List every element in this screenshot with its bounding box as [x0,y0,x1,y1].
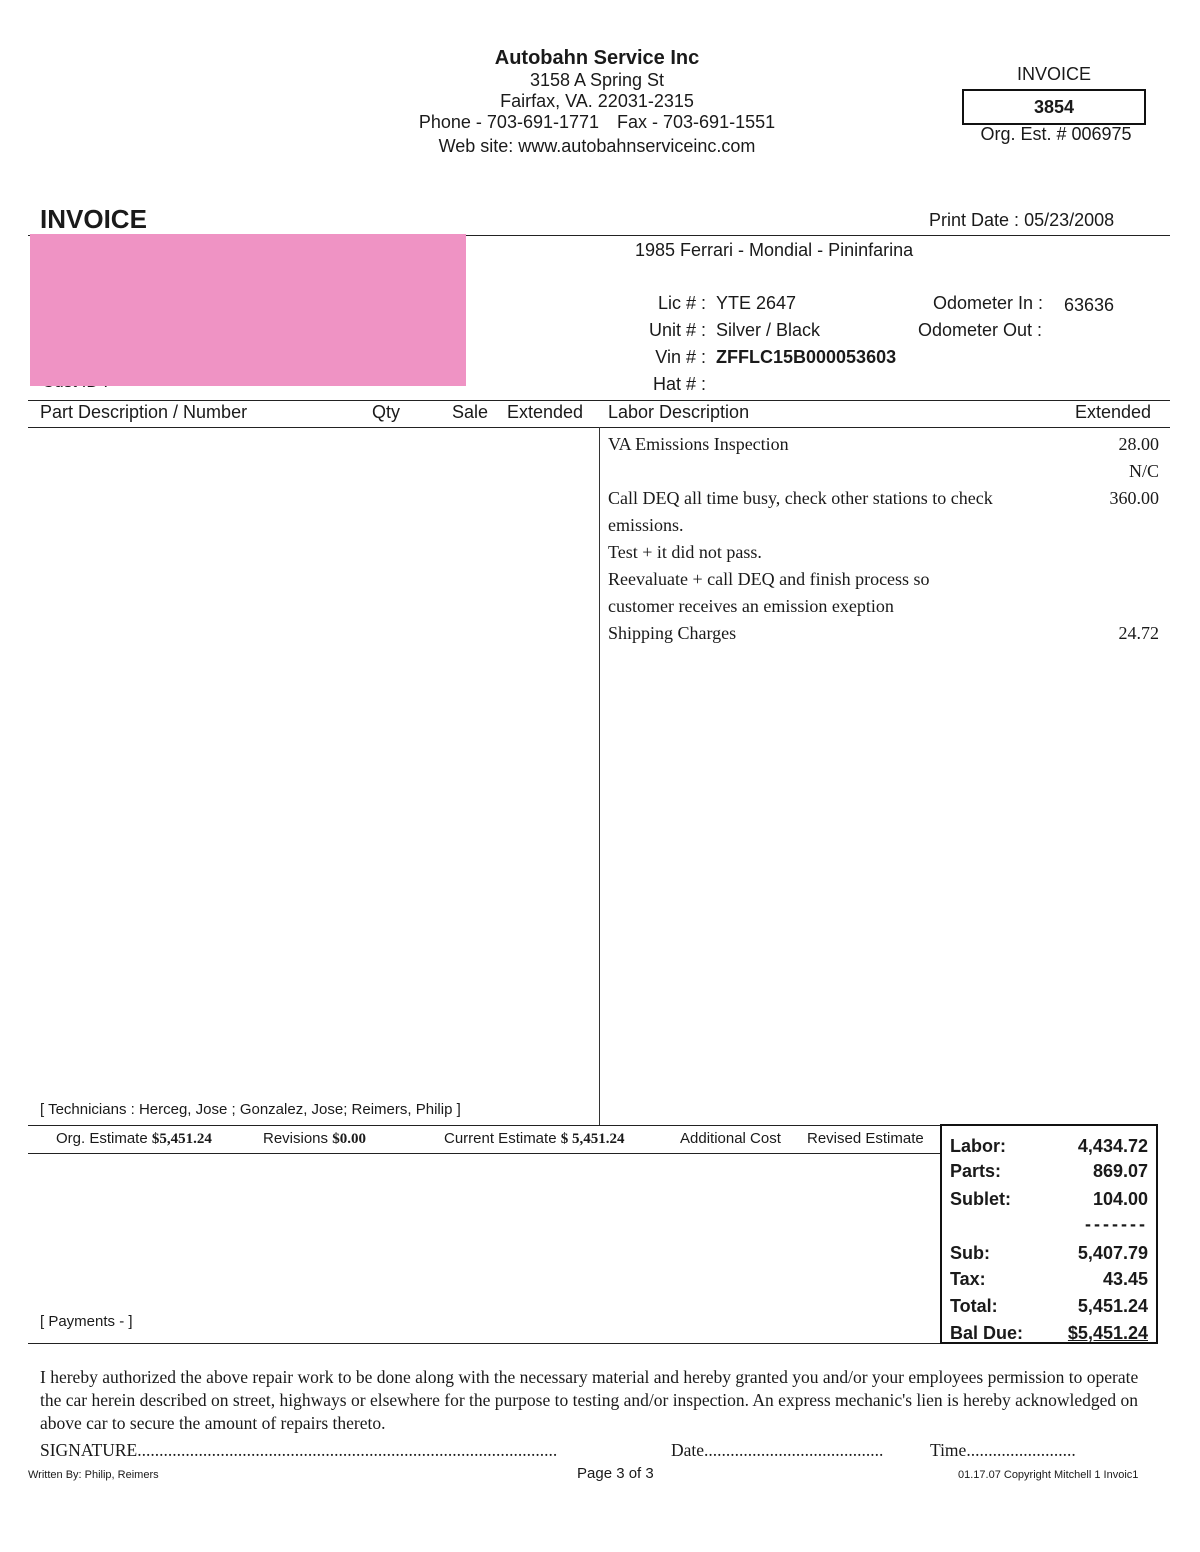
labor-amount: 24.72 [1118,623,1159,643]
labor-line: Test + it did not pass. [608,542,762,562]
estimate-top-divider [28,1125,940,1126]
labor-amounts [1039,431,1159,647]
labor-line: emissions. [608,515,684,535]
company-fax: Fax - 703-691-1551 [617,112,776,132]
parts-total-label: Parts: [950,1161,1002,1181]
labor-list [608,431,1078,647]
odometer-in-value: 63636 [1064,295,1115,315]
labor-amount [1039,566,1159,593]
lic-value: YTE 2647 [716,293,797,313]
hat-label: Hat # : [652,374,706,394]
parts-total-value: 869.07 [1092,1161,1148,1181]
current-estimate-value: $ 5,451.24 [560,1131,625,1147]
labor-total-label: Labor: [950,1136,1006,1156]
labor-amount [1039,593,1159,620]
written-by: Written By: Philip, Reimers [28,1469,159,1481]
payments: [ Payments - ] [40,1313,133,1330]
vehicle-description: 1985 Ferrari - Mondial - Pininfarina [635,240,914,260]
org-estimate-number: Org. Est. # 006975 [980,124,1132,144]
header-extended: Extended [507,402,584,422]
print-date-value: 05/23/2008 [1024,210,1115,230]
odometer-in-label: Odometer In : [933,293,1044,313]
payments-divider [28,1343,940,1344]
org-estimate-label: Org. Estimate [56,1130,148,1147]
labor-amount: 360.00 [1109,488,1159,508]
page-title: INVOICE [40,204,147,234]
grand-total-value: 5,451.24 [1077,1296,1148,1316]
print-date-label: Print Date : [929,210,1020,230]
sublet-total-label: Sublet: [950,1189,1011,1209]
odometer-out-label: Odometer Out : [918,320,1043,340]
tax-value: 43.45 [1102,1269,1148,1289]
balance-due-label: Bal Due: [950,1323,1024,1343]
vin-value: ZFFLC15B000053603 [716,347,897,367]
vin-label: Vin # : [655,347,706,367]
current-estimate-label: Current Estimate [444,1130,557,1147]
labor-amount: 28.00 [1118,434,1159,454]
unit-label: Unit # : [648,320,706,340]
lic-label: Lic # : [657,293,706,313]
copyright: 01.17.07 Copyright Mitchell 1 Invoic1 [958,1469,1139,1481]
estimate-bottom-divider [28,1153,940,1154]
labor-line: customer receives an emission exeption [608,596,894,616]
header-labor-extended: Extended [1075,402,1152,422]
invoice-number-box [962,89,1146,125]
revised-estimate-label: Revised Estimate [807,1130,924,1147]
column-divider [599,427,600,1125]
org-estimate-value: $5,451.24 [151,1131,212,1147]
labor-line: Call DEQ all time busy, check other stations to check [608,488,993,508]
labor-line [608,458,1078,485]
header-labor-description: Labor Description [608,402,750,422]
page-number: Page 3 of 3 [577,1465,654,1482]
revisions-label: Revisions [263,1130,329,1147]
labor-line: Shipping Charges [608,623,737,643]
sub-total-value: 5,407.79 [1077,1243,1148,1263]
company-city: Fairfax, VA. 22031-2315 [500,91,694,111]
balance-due-value: $5,451.24 [1067,1323,1148,1343]
signature-line: SIGNATURE................................................................................................ [40,1440,558,1460]
labor-line: VA Emissions Inspection [608,434,789,454]
unit-value: Silver / Black [716,320,821,340]
header-qty: Qty [372,402,401,422]
labor-total-value: 4,434.72 [1077,1136,1148,1156]
company-street: 3158 A Spring St [529,70,665,90]
header-sale: Sale [452,402,489,422]
current-estimate [444,1130,624,1148]
revisions [263,1130,366,1148]
header-part-description: Part Description / Number [40,402,248,422]
invoice-number: 3854 [1033,96,1075,117]
company-name: Autobahn Service Inc [494,47,700,69]
labor-amount [1039,512,1159,539]
table-top-divider [28,400,1170,401]
labor-amount [1039,539,1159,566]
grand-total-label: Total: [950,1296,998,1316]
redaction-block [30,234,466,386]
totals-divider: ------- [1085,1214,1148,1234]
sub-total-label: Sub: [950,1243,990,1263]
time-line: Time......................... [930,1440,1076,1460]
technicians: [ Technicians : Herceg, Jose ; Gonzalez, Jose; Reimers, Philip ] [40,1101,461,1118]
labor-amount: N/C [1128,461,1159,481]
company-phone: Phone - 703-691-1771 [418,112,600,132]
tax-label: Tax: [950,1269,986,1289]
labor-line: Reevaluate + call DEQ and finish process so [608,569,930,589]
sublet-total-value: 104.00 [1092,1189,1148,1209]
invoice-label: INVOICE [1016,64,1091,84]
totals-box [940,1124,1158,1344]
print-date [929,210,1114,231]
revisions-value: $0.00 [332,1131,366,1147]
org-estimate [56,1130,212,1148]
additional-cost-label: Additional Cost [680,1130,781,1147]
company-website: Web site: www.autobahnserviceinc.com [438,136,756,156]
date-line: Date......................................... [671,1440,884,1460]
authorization-text: I hereby authorized the above repair work to be done along with the necessary material and hereby granted you and/or your employees permission to operate the car herein described on street, highways or elsewhere for the purpose to testing and/or inspection. An express mechanic's lien is hereby acknowledged on above car to secure the amount of repairs thereto. [40,1367,1139,1433]
